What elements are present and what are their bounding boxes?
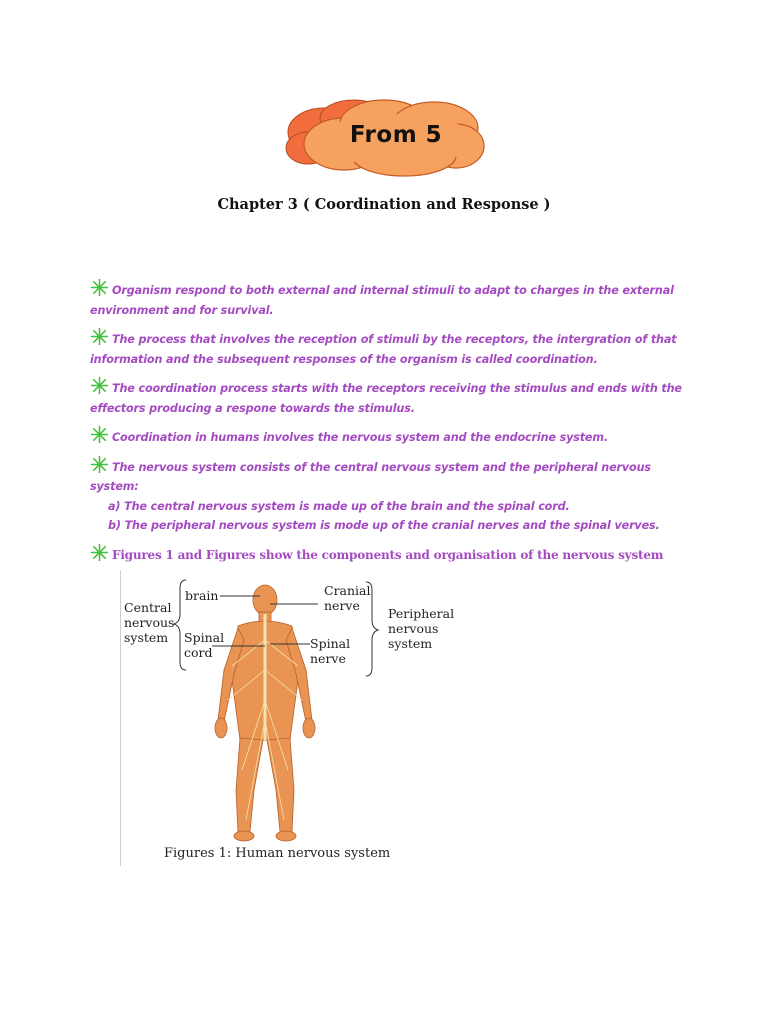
label-line: system [388, 636, 433, 651]
nervous-system-figure [120, 570, 460, 870]
label-spinal-cord [184, 630, 224, 660]
label-line: Central [124, 600, 172, 615]
banner-title: From 5 [349, 122, 443, 148]
green-star-icon [90, 455, 109, 474]
sub-item: a) The central nervous system is made up of the brain and the spinal cord. [108, 499, 570, 513]
bullet-item [90, 376, 690, 418]
green-star-icon [90, 376, 109, 395]
bullet-text: The nervous system consists of the central nervous system and the peripheral nervous system: [90, 460, 651, 493]
label-line: Spinal [184, 630, 225, 645]
label-brain: brain [185, 588, 219, 603]
label-central-nervous-system [124, 600, 174, 645]
sub-item: b) The peripheral nervous system is mode up of the cranial nerves and the spinal verves. [108, 519, 660, 532]
green-star-icon [90, 327, 109, 346]
label-peripheral-nervous-system [388, 606, 454, 651]
label-cranial-nerve [324, 583, 371, 613]
bullet-text: The coordination process starts with the receptors receiving the stimulus and ends with the effectors producing a respone towards the stimulus. [90, 382, 682, 415]
bullet-item [90, 543, 690, 566]
figure-caption: Figures 1: Human nervous system [164, 846, 391, 861]
label-line: Spinal [310, 636, 351, 651]
label-line: system [124, 630, 169, 645]
bullet-text: Coordination in humans involves the nervous system and the endocrine system. [112, 431, 608, 444]
green-star-icon [90, 278, 109, 297]
green-star-icon [90, 425, 109, 444]
bullet-list [90, 278, 690, 572]
label-line: cord [184, 645, 213, 660]
bullet-item [90, 278, 690, 320]
bullet-item [90, 327, 690, 369]
label-line: nervous [388, 621, 439, 636]
label-line: nerve [324, 598, 360, 613]
label-line: nerve [310, 651, 346, 666]
bullet-item [90, 455, 690, 536]
label-line: nervous [124, 615, 175, 630]
banner-cloud [284, 96, 488, 180]
green-star-icon [90, 543, 109, 562]
bullet-text: Figures 1 and Figures show the components and organisation of the nervous system [112, 547, 664, 562]
label-spinal-nerve [310, 636, 350, 666]
bullet-item [90, 425, 690, 448]
label-line: Peripheral [388, 606, 455, 621]
bullet-text: Organism respond to both external and internal stimuli to adapt to charges in the external environment and for survival. [90, 284, 674, 317]
label-line: Cranial [324, 583, 371, 598]
chapter-title: Chapter 3 ( Coordination and Response ) [217, 196, 551, 213]
bullet-text: The process that involves the reception of stimuli by the receptors, the intergration of that information and the subsequent responses of the organism is called coordination. [90, 333, 677, 366]
